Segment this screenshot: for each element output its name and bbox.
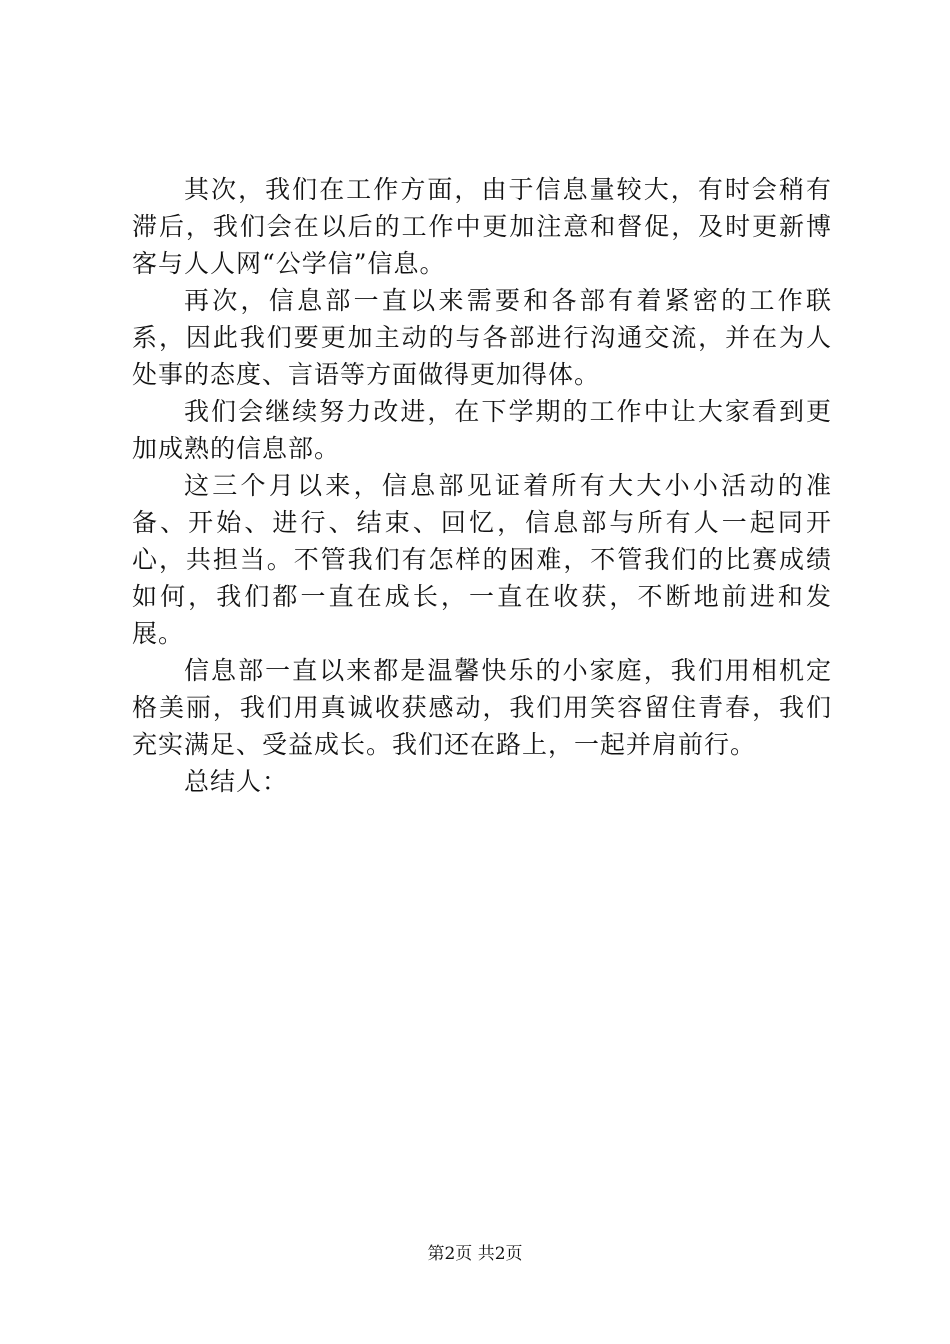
page-number: 第2页 共2页 xyxy=(427,1244,523,1264)
paragraph-three-months: 这三个月以来，信息部见证着所有大大小小活动的准备、开始、进行、结束、回忆，信息部与所有人一起同开心，共担当。不管我们有怎样的困难，不管我们的比赛成绩如何，我们都一直在成长，一直在收获，不断地前进和发展。 xyxy=(132,471,832,648)
page-footer xyxy=(0,1243,950,1265)
paragraph-communication: 再次，信息部一直以来需要和各部有着紧密的工作联系，因此我们要更加主动的与各部进行沟通交流，并在为人处事的态度、言语等方面做得更加得体。 xyxy=(132,286,832,389)
document-body xyxy=(132,171,832,800)
paragraph-next-steps: 其次，我们在工作方面，由于信息量较大，有时会稍有滞后，我们会在以后的工作中更加注意和督促，及时更新博客与人人网“公学信”信息。 xyxy=(132,175,832,278)
paragraph-family: 信息部一直以来都是温馨快乐的小家庭，我们用相机定格美丽，我们用真诚收获感动，我们用笑容留住青春，我们充实满足、受益成长。我们还在路上，一起并肩前行。 xyxy=(132,656,832,759)
paragraph-improvement: 我们会继续努力改进，在下学期的工作中让大家看到更加成熟的信息部。 xyxy=(132,397,832,463)
signature-label: 总结人： xyxy=(184,767,289,796)
